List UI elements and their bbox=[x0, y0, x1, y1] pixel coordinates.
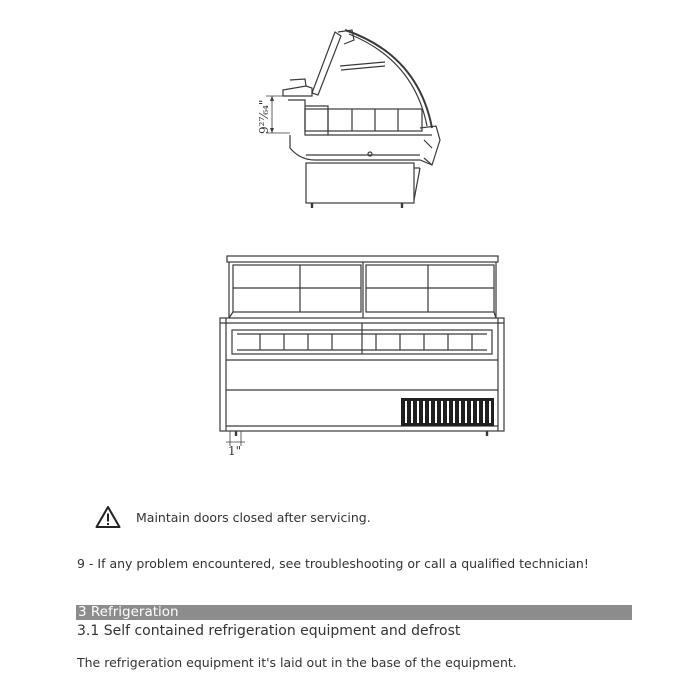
warning-text: Maintain doors closed after servicing. bbox=[136, 509, 371, 525]
front-dimension-label: 1" bbox=[228, 444, 242, 458]
section-heading: 3 Refrigeration bbox=[76, 605, 632, 620]
section-body-text: The refrigeration equipment it's laid out in the base of the equipment. bbox=[77, 655, 517, 670]
side-view-drawing bbox=[266, 30, 440, 208]
instruction-text: 9 - If any problem encountered, see troubleshooting or call a qualified technician! bbox=[77, 556, 589, 571]
subsection-heading: 3.1 Self contained refrigeration equipment and defrost bbox=[77, 623, 461, 639]
warning-note bbox=[95, 505, 371, 529]
warning-triangle-icon bbox=[95, 505, 121, 529]
vent-grille bbox=[401, 398, 494, 426]
side-dimension-label: 9²⁷⁄₆₄" bbox=[257, 99, 271, 134]
